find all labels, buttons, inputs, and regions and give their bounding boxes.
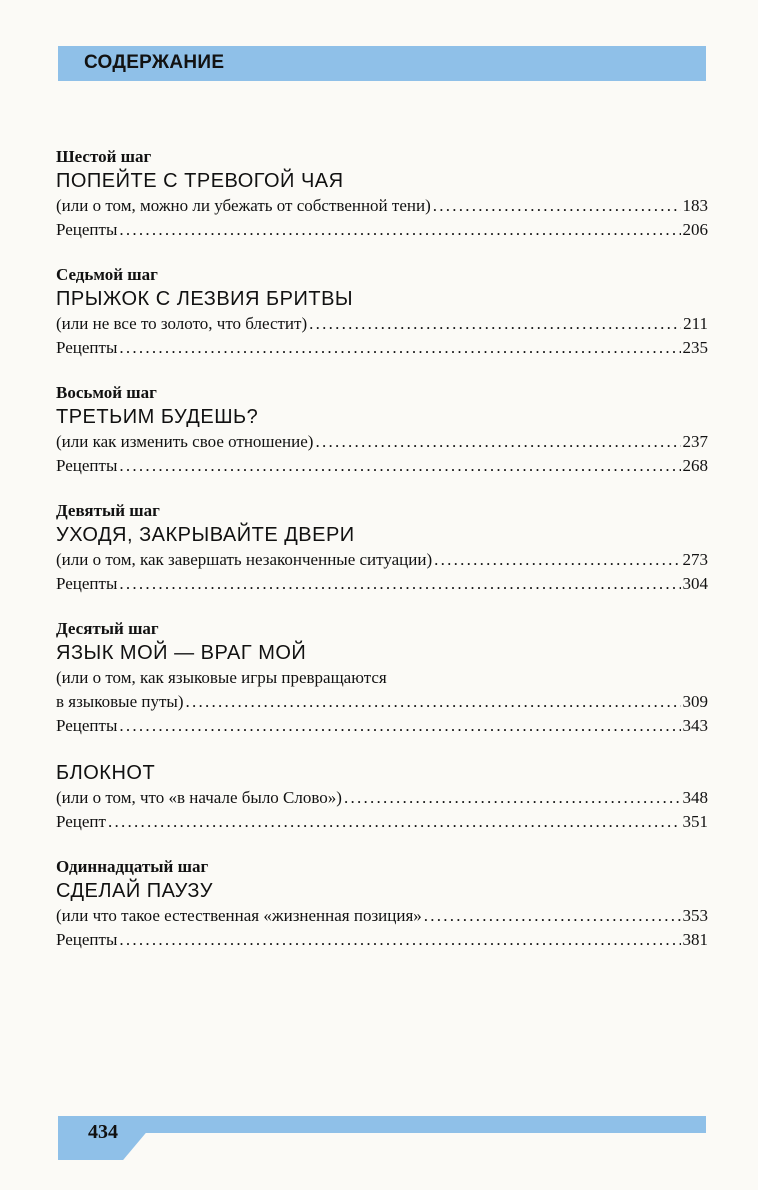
dot-leader xyxy=(424,904,681,928)
chapter-title: ЯЗЫК МОЙ — ВРАГ МОЙ xyxy=(56,642,307,664)
page-ref: 351 xyxy=(682,812,708,831)
entry-text: в языковые путы) xyxy=(56,692,184,711)
page-ref: 268 xyxy=(682,456,708,475)
page-ref: 353 xyxy=(682,906,708,925)
toc-entry[interactable] xyxy=(56,312,708,336)
dot-leader xyxy=(315,430,680,454)
entry-text: Рецепты xyxy=(56,574,118,593)
toc-entry[interactable] xyxy=(56,548,708,572)
footer-band xyxy=(58,1116,706,1133)
entry-text: (или что такое естественная «жизненная позиция» xyxy=(56,906,422,925)
toc-section-notebook xyxy=(56,760,708,834)
page-ref: 273 xyxy=(682,550,708,569)
toc-section-step-10 xyxy=(56,618,708,738)
toc-entry-recipes[interactable] xyxy=(56,454,708,478)
toc-section-step-6 xyxy=(56,146,708,242)
entry-text: Рецепты xyxy=(56,716,118,735)
entry-text: (или о том, как завершать незаконченные ситуации) xyxy=(56,550,433,569)
dot-leader xyxy=(119,928,680,952)
table-of-contents xyxy=(56,146,708,974)
page-number: 434 xyxy=(88,1121,118,1143)
dot-leader xyxy=(185,690,680,714)
toc-section-step-11 xyxy=(56,856,708,952)
step-label: Восьмой шаг xyxy=(56,383,157,402)
page-ref: 348 xyxy=(682,788,708,807)
toc-entry-recipes[interactable] xyxy=(56,714,708,738)
toc-entry[interactable] xyxy=(56,786,708,810)
dot-leader xyxy=(344,786,681,810)
toc-entry-recipes[interactable] xyxy=(56,928,708,952)
page-ref: 309 xyxy=(682,692,708,711)
page-ref: 206 xyxy=(682,220,708,239)
dot-leader xyxy=(119,336,680,360)
toc-entry[interactable] xyxy=(56,690,708,714)
dot-leader xyxy=(119,218,680,242)
toc-entry[interactable] xyxy=(56,430,708,454)
toc-entry[interactable] xyxy=(56,904,708,928)
page-ref: 211 xyxy=(683,314,708,333)
dot-leader xyxy=(309,312,681,336)
page-ref: 304 xyxy=(682,574,708,593)
dot-leader xyxy=(433,194,681,218)
step-label: Седьмой шаг xyxy=(56,265,158,284)
step-label: Девятый шаг xyxy=(56,501,160,520)
chapter-title: УХОДЯ, ЗАКРЫВАЙТЕ ДВЕРИ xyxy=(56,524,355,546)
chapter-title: ПОПЕЙТЕ С ТРЕВОГОЙ ЧАЯ xyxy=(56,170,344,192)
dot-leader xyxy=(119,572,680,596)
entry-text: Рецепты xyxy=(56,338,118,357)
dot-leader xyxy=(119,454,680,478)
toc-entry-recipe[interactable] xyxy=(56,810,708,834)
entry-text-line: (или о том, как языковые игры превращаются xyxy=(56,668,387,687)
entry-text: (или о том, что «в начале было Слово») xyxy=(56,788,342,807)
step-label: Шестой шаг xyxy=(56,147,152,166)
toc-entry-recipes[interactable] xyxy=(56,572,708,596)
toc-section-step-9 xyxy=(56,500,708,596)
entry-text: (или как изменить свое отношение) xyxy=(56,432,314,451)
step-label: Одиннадцатый шаг xyxy=(56,857,209,876)
step-label: Десятый шаг xyxy=(56,619,159,638)
entry-text: Рецепты xyxy=(56,456,118,475)
toc-entry-recipes[interactable] xyxy=(56,336,708,360)
chapter-title: ПРЫЖОК С ЛЕЗВИЯ БРИТВЫ xyxy=(56,288,354,310)
chapter-title: ТРЕТЬИМ БУДЕШЬ? xyxy=(56,406,259,428)
entry-text: Рецепт xyxy=(56,812,106,831)
chapter-title: СДЕЛАЙ ПАУЗУ xyxy=(56,880,213,902)
page-header-title: СОДЕРЖАНИЕ xyxy=(84,52,225,73)
dot-leader xyxy=(119,714,680,738)
entry-text: (или о том, можно ли убежать от собственной тени) xyxy=(56,196,431,215)
toc-entry[interactable] xyxy=(56,194,708,218)
page-ref: 381 xyxy=(682,930,708,949)
toc-section-step-8 xyxy=(56,382,708,478)
page-ref: 235 xyxy=(682,338,708,357)
entry-text: (или не все то золото, что блестит) xyxy=(56,314,308,333)
dot-leader xyxy=(108,810,681,834)
toc-entry-recipes[interactable] xyxy=(56,218,708,242)
toc-section-step-7 xyxy=(56,264,708,360)
entry-text: Рецепты xyxy=(56,930,118,949)
dot-leader xyxy=(434,548,680,572)
page-ref: 343 xyxy=(682,716,708,735)
page-ref: 237 xyxy=(682,432,708,451)
chapter-title: БЛОКНОТ xyxy=(56,762,156,784)
page-ref: 183 xyxy=(682,196,708,215)
entry-text: Рецепты xyxy=(56,220,118,239)
